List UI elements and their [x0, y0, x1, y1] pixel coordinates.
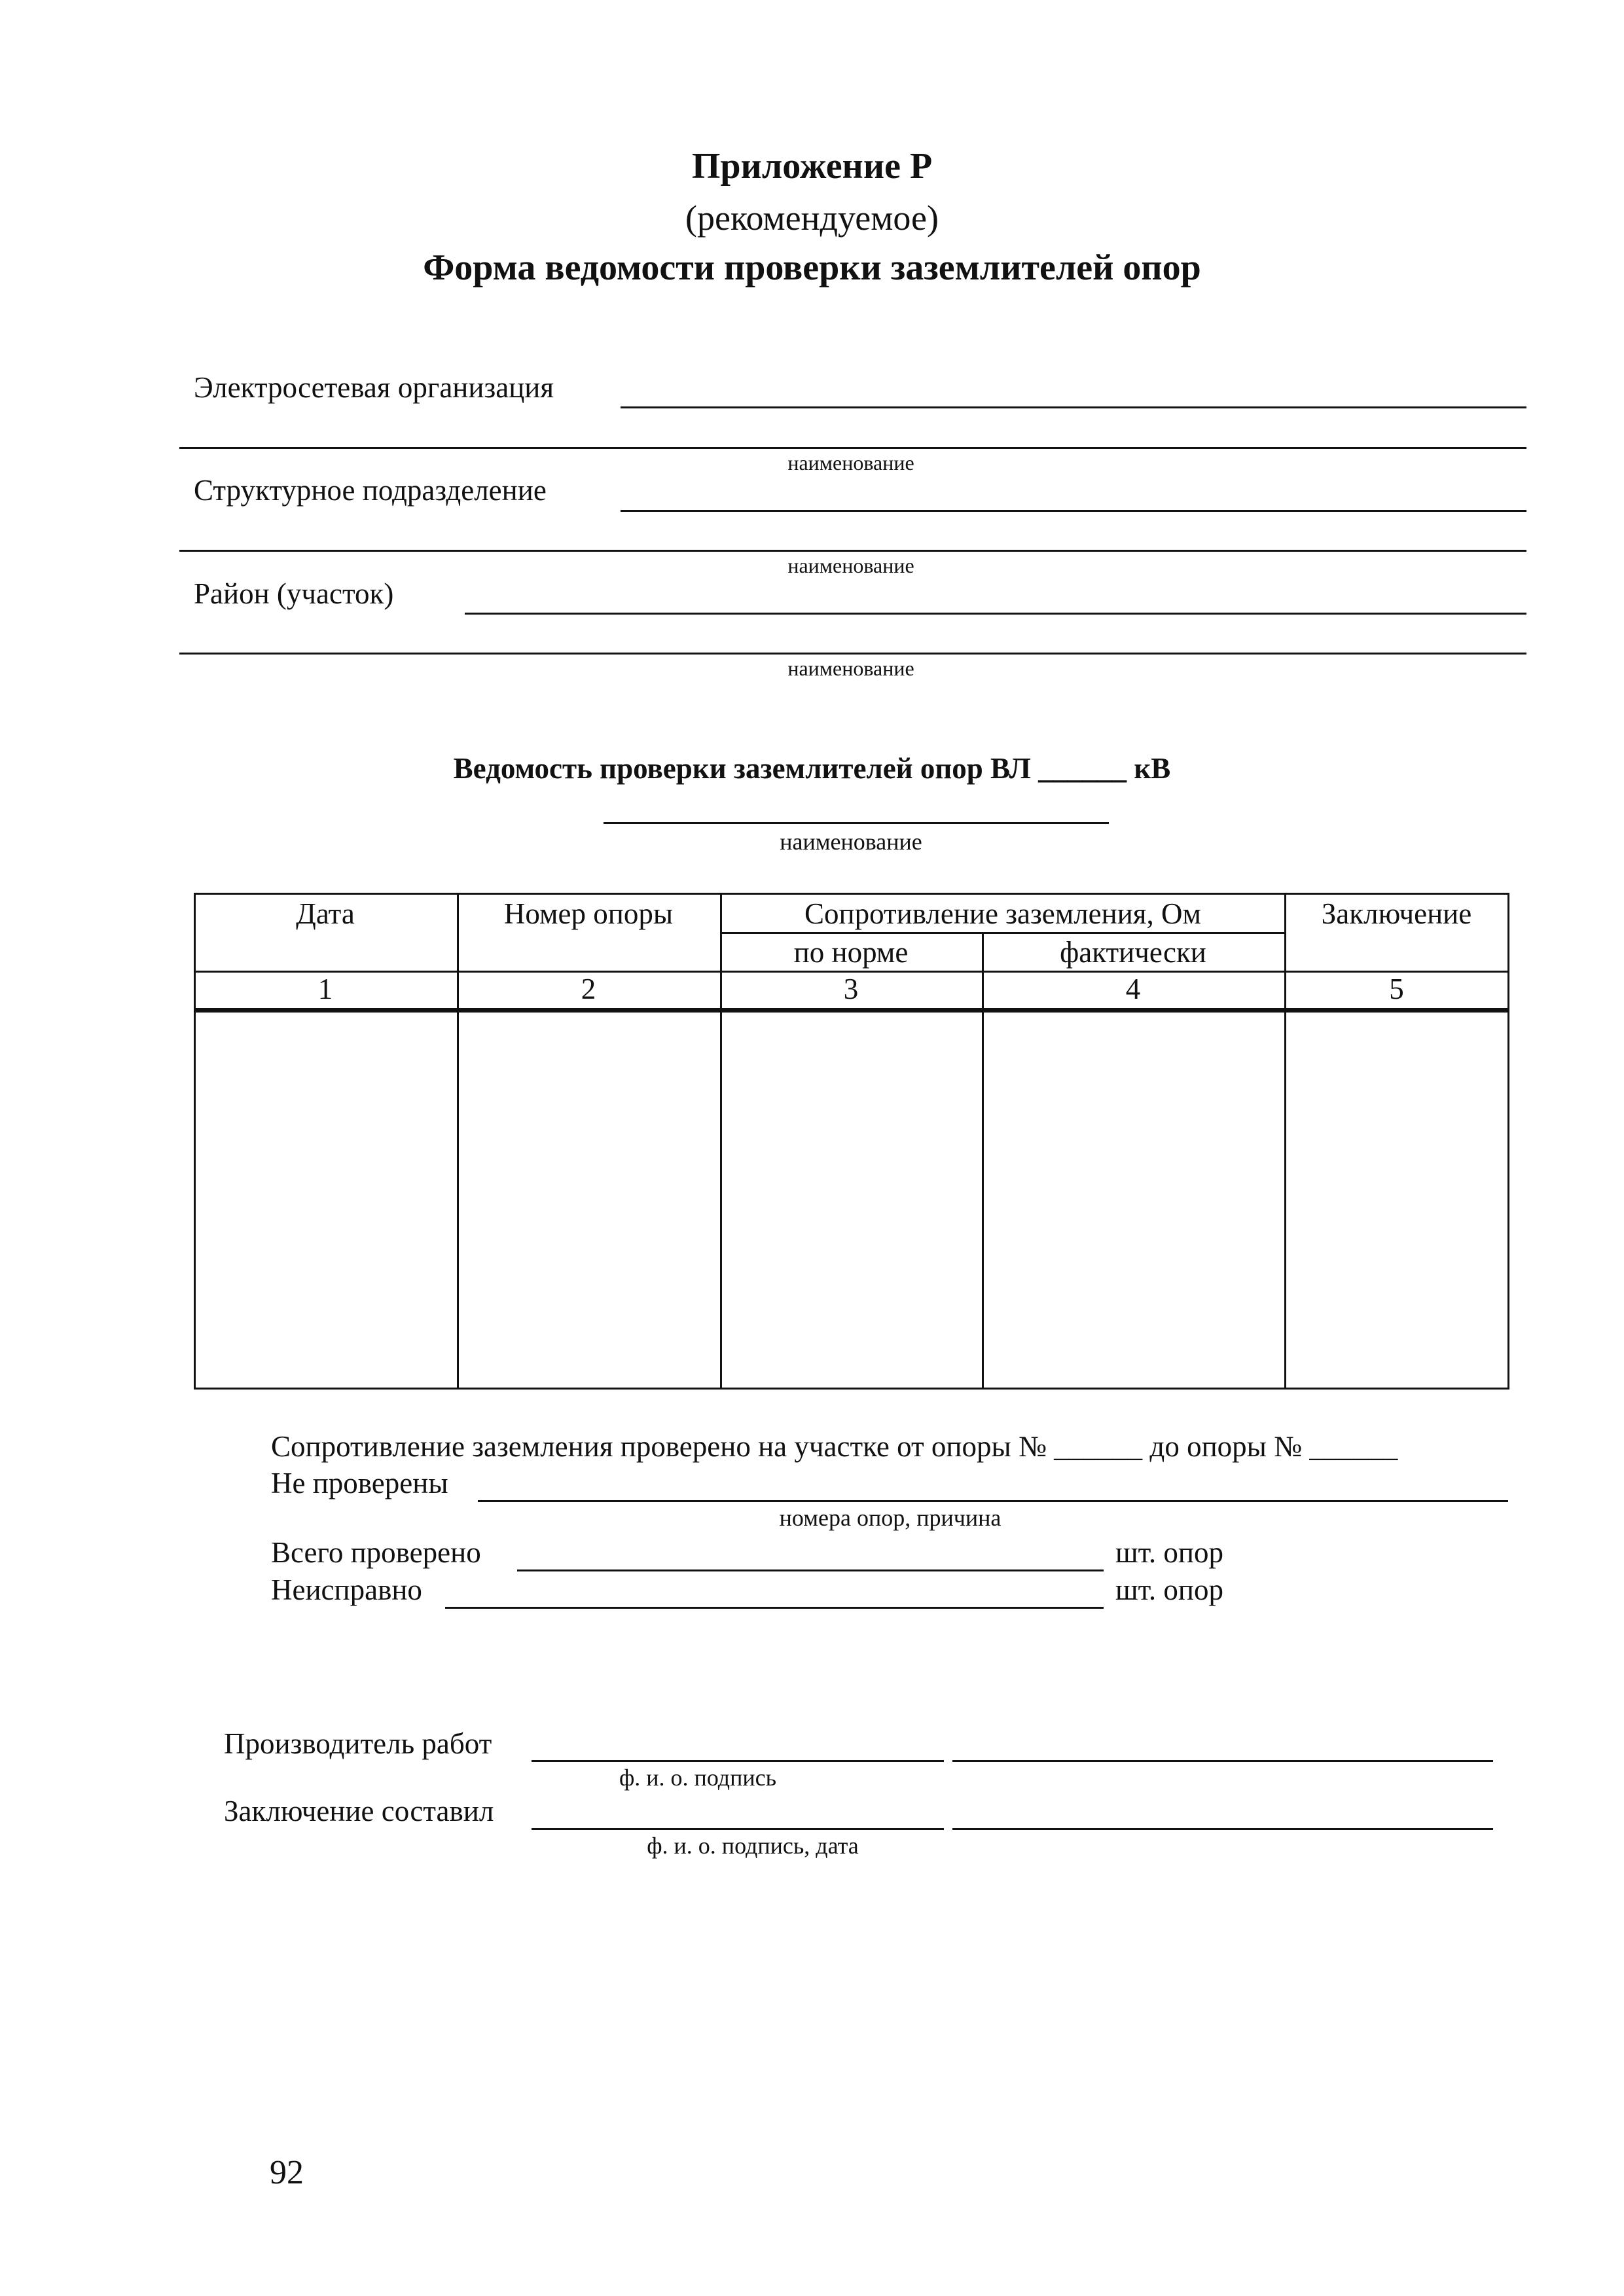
- district-label: Район (участок): [194, 577, 394, 610]
- district-second-line[interactable]: [179, 653, 1526, 655]
- compiler-label: Заключение составил: [224, 1795, 494, 1827]
- table-body-cell-conclusion[interactable]: [1286, 1013, 1507, 1386]
- producer-label: Производитель работ: [224, 1727, 492, 1760]
- not-checked-label: Не проверены: [271, 1467, 448, 1499]
- total-checked-unit: шт. опор: [1115, 1536, 1224, 1569]
- producer-caption: ф. и. о. подпись: [619, 1765, 777, 1791]
- compiler-name-line[interactable]: [532, 1828, 944, 1830]
- faulty-input-line[interactable]: [445, 1607, 1104, 1609]
- compiler-signature-line[interactable]: [952, 1828, 1493, 1830]
- col-number: 5: [1389, 973, 1404, 1005]
- col-number: 2: [581, 973, 596, 1005]
- col-number: 4: [1125, 973, 1141, 1005]
- statement-title: Ведомость проверки заземлителей опор ВЛ ______ кВ: [453, 752, 1171, 785]
- organization-label: Электросетевая организация: [194, 371, 554, 404]
- col-header-actual: фактически: [1060, 936, 1206, 969]
- division-input-line[interactable]: [621, 510, 1526, 512]
- table-body-cell-date[interactable]: [196, 1013, 456, 1386]
- statement-caption: наименование: [780, 829, 922, 855]
- total-checked-label: Всего проверено: [271, 1536, 481, 1569]
- form-title: Форма ведомости проверки заземлителей опор: [423, 247, 1201, 288]
- district-caption: наименование: [787, 656, 914, 680]
- col-number: 3: [843, 973, 859, 1005]
- compiler-caption: ф. и. о. подпись, дата: [647, 1833, 859, 1859]
- col-header-conclusion: Заключение: [1321, 897, 1472, 930]
- division-label: Структурное подразделение: [194, 474, 547, 507]
- checked-section-text: Сопротивление заземления проверено на участке от опоры № ______ до опоры № ______: [271, 1430, 1398, 1463]
- district-input-line[interactable]: [465, 613, 1526, 615]
- organization-caption: наименование: [787, 451, 914, 475]
- page-number: 92: [270, 2154, 304, 2191]
- faulty-label: Неисправно: [271, 1573, 422, 1606]
- table-body-cell-by-norm[interactable]: [722, 1013, 981, 1386]
- producer-name-line[interactable]: [532, 1760, 944, 1762]
- table-body-cell-actual[interactable]: [984, 1013, 1284, 1386]
- not-checked-caption: номера опор, причина: [779, 1505, 1001, 1531]
- col-number: 1: [317, 973, 333, 1005]
- col-header-by-norm: по норме: [793, 936, 909, 969]
- division-caption: наименование: [787, 554, 914, 577]
- appendix-title: Приложение Р: [691, 146, 933, 187]
- table-body-cell-pole-number[interactable]: [459, 1013, 719, 1386]
- organization-second-line[interactable]: [179, 447, 1526, 449]
- organization-input-line[interactable]: [621, 406, 1526, 408]
- division-second-line[interactable]: [179, 550, 1526, 552]
- col-header-pole-number: Номер опоры: [503, 897, 674, 930]
- faulty-unit: шт. опор: [1115, 1573, 1224, 1606]
- not-checked-input-line[interactable]: [478, 1500, 1508, 1502]
- statement-name-line[interactable]: [604, 822, 1109, 824]
- col-header-date: Дата: [296, 897, 355, 930]
- total-checked-input-line[interactable]: [517, 1570, 1104, 1571]
- col-header-resistance: Сопротивление заземления, Ом: [804, 897, 1201, 930]
- producer-signature-line[interactable]: [952, 1760, 1493, 1762]
- appendix-subtitle: (рекомендуемое): [685, 198, 939, 238]
